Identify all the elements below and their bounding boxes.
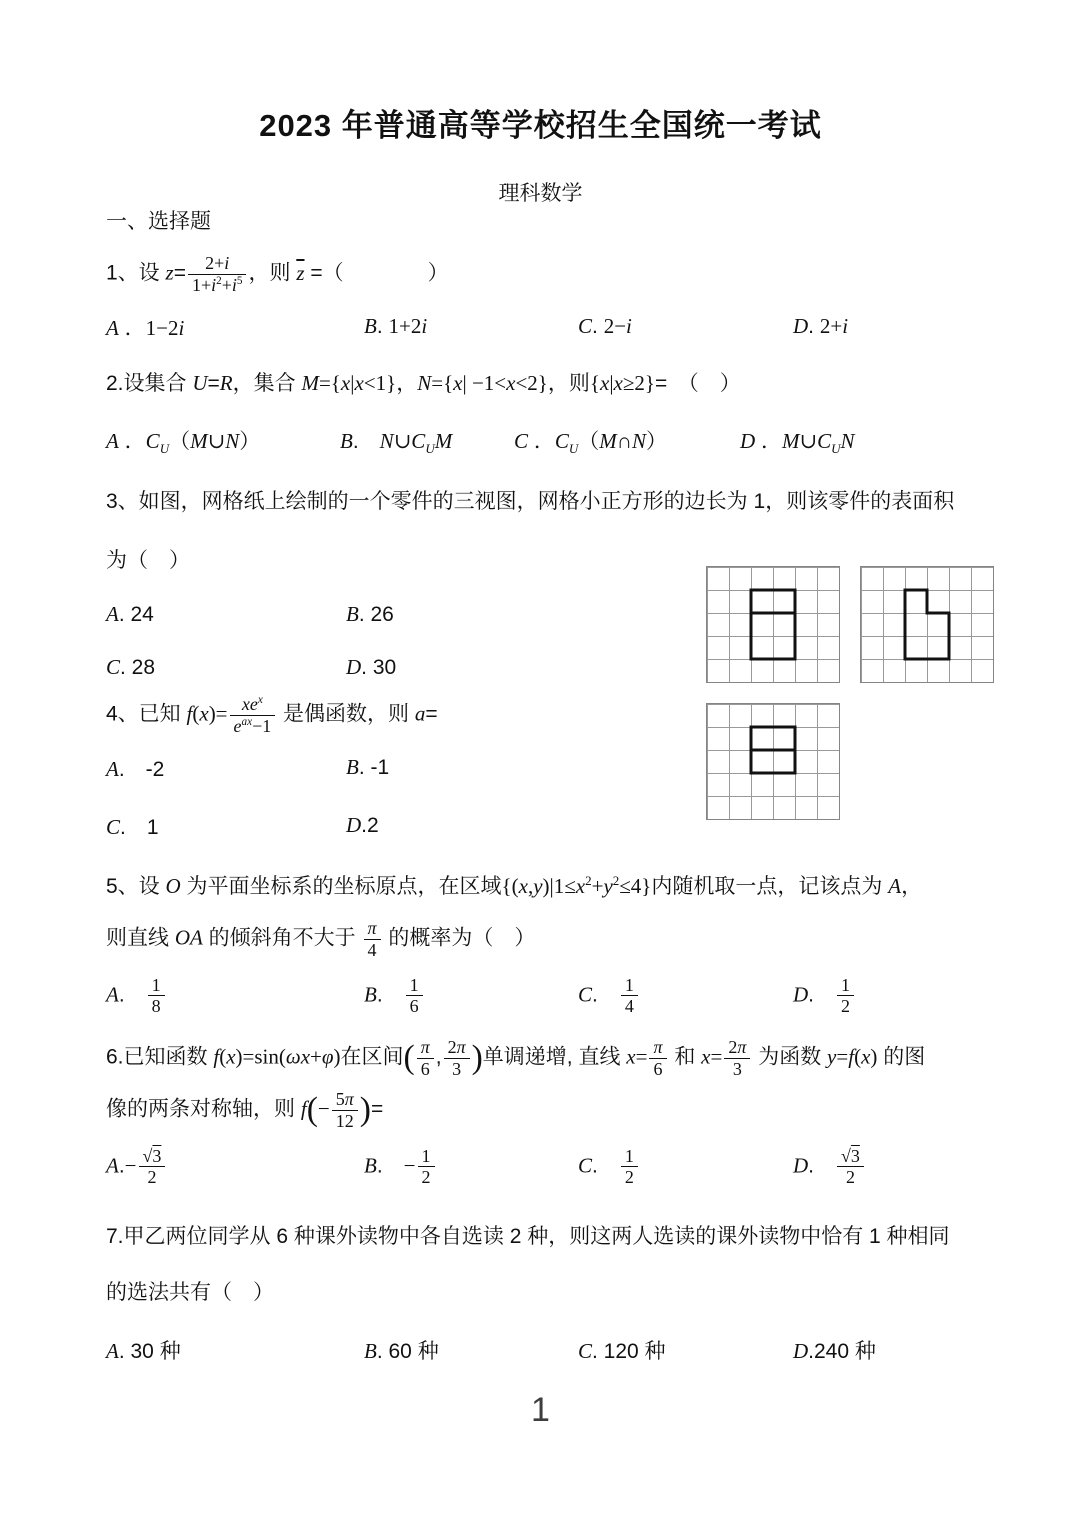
option-c: C. 2−i xyxy=(578,314,632,339)
question-6-body-line1: 6.已知函数 f(x)=sin(ωx+φ)在区间( $\frac{\pi}{6}$ , $\frac{2\pi}{3}$ )单调递增, 直线 x= $\frac{\pi}{6}$ 和 x= $\frac{2\pi}{3}$ 为函数 y=f(x) 的图 xyxy=(106,1036,926,1079)
option-b: B. $N\cup C_UM$ xyxy=(340,429,453,457)
question-1-options xyxy=(106,312,975,342)
option-d: D.2 xyxy=(346,813,379,838)
option-d: D. $\frac{1}{2}$ xyxy=(793,975,975,1017)
question-4-options xyxy=(106,753,666,841)
question-5-options xyxy=(106,975,975,1017)
option-d: D ．$M\cup C_UN$ xyxy=(740,429,855,457)
question-1 xyxy=(106,253,975,341)
question-7-body-line2: 的选法共有（ ） xyxy=(106,1281,274,1305)
figure-top-view xyxy=(706,703,840,820)
question-2-body: 2.设集合 U=R，集合 M={x|x<1}，N={x| −1<x<2}，则{x|x≥2}= （ ） xyxy=(106,370,741,395)
top-view-shape xyxy=(751,727,795,773)
option-b: B. 1+2i xyxy=(364,314,428,339)
option-a: A. $\frac{1}{8}$ xyxy=(106,975,364,1017)
option-a: A. 24 xyxy=(106,602,154,627)
option-b: B. 60 种 xyxy=(364,1338,439,1363)
option-d: D. 30 xyxy=(346,655,397,680)
option-b: B. $\frac{1}{6}$ xyxy=(364,975,578,1017)
question-3 xyxy=(106,487,975,680)
question-3-body-line1: 3、如图，网格纸上绘制的一个零件的三视图，网格小正方形的边长为 1，则该零件的表面积 xyxy=(106,490,955,514)
front-view-shape xyxy=(751,590,795,659)
question-4-body: 4、已知 f(x)= $xe^x$ $e^{ax}-1$ 是偶函数，则 a= xyxy=(106,694,438,736)
option-a: A. 30 种 xyxy=(106,1338,181,1363)
side-view-outline xyxy=(861,567,993,682)
question-2-options xyxy=(106,425,975,457)
question-7 xyxy=(106,1222,975,1365)
option-c: C. $\frac{1}{2}$ xyxy=(578,1146,793,1188)
question-7-body-line1: 7.甲乙两位同学从 6 种课外读物中各自选读 2 种，则这两人选读的课外读物中恰有 1 种相同 xyxy=(106,1225,950,1248)
page-number: 1 xyxy=(531,1390,550,1429)
option-c: C ．$C_U(M\cap N)$ xyxy=(514,429,667,457)
figure-side-view xyxy=(860,566,994,683)
option-c: C. 28 xyxy=(106,655,156,680)
question-4 xyxy=(106,694,975,840)
option-d: D. $\frac{√3}{2}$ xyxy=(793,1146,975,1188)
option-c: C. 120 种 xyxy=(578,1338,666,1363)
question-7-options xyxy=(106,1335,975,1365)
option-c: C. 1 xyxy=(106,814,159,839)
question-6-body-line2: 像的两条对称轴，则 f(− $\frac{5\pi}{12}$ )= xyxy=(106,1089,384,1131)
option-b: B. 26 xyxy=(346,602,394,627)
question-5-body-line1: 5、设 O 为平面坐标系的坐标原点，在区域$\{(x,y)|1\le x^2+y^2\le 4\}$内随机取一点，记该点为 A， xyxy=(106,872,923,898)
question-6-options xyxy=(106,1146,975,1188)
option-d: D. 2+i xyxy=(793,314,849,339)
front-view-outline xyxy=(707,567,839,682)
question-3-options xyxy=(106,602,666,680)
page-subtitle: 理科数学 xyxy=(498,182,583,205)
question-5-body-line2: 则直线 OA 的倾斜角不大于 $\frac{\pi}{4}$ 的概率为（ ） xyxy=(106,918,536,960)
question-2 xyxy=(106,368,975,458)
option-b: B. -1 xyxy=(346,755,390,780)
side-view-shape xyxy=(905,590,949,659)
question-1-body: 1、设 z= $\frac{2+i}{1+i^2+i^5}$ ，则 $\overline{z}$ =（ ） xyxy=(106,253,449,296)
top-view-outline xyxy=(707,704,839,819)
section-heading: 一、选择题 xyxy=(106,210,211,233)
option-c: C. $\frac{1}{4}$ xyxy=(578,975,793,1017)
option-a: A ．$C_U(M\cup N)$ xyxy=(106,429,261,457)
option-a: A. -2 xyxy=(106,756,165,781)
question-6 xyxy=(106,1037,975,1188)
option-b: B. − $\frac{1}{2}$ xyxy=(364,1146,578,1188)
page-title: 2023 年普通高等学校招生全国统一考试 xyxy=(259,108,822,143)
option-a: A ．1−2i xyxy=(106,315,185,340)
question-5 xyxy=(106,871,975,1017)
figure-front-view xyxy=(706,566,840,683)
question-3-body-line2: 为（ ） xyxy=(106,548,190,572)
option-a: A.− $\frac{√3}{2}$ xyxy=(106,1146,364,1188)
option-d: D.240 种 xyxy=(793,1338,876,1363)
